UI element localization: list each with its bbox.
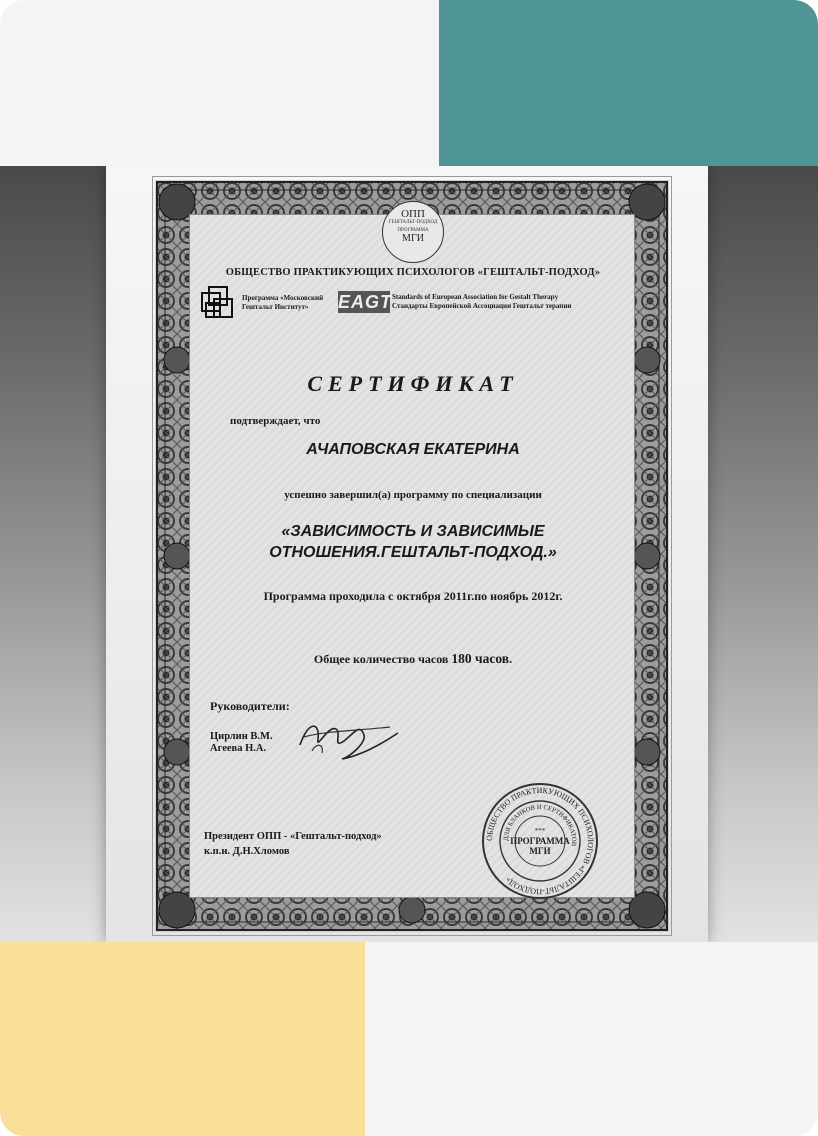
teal-decor-block <box>439 0 818 166</box>
organization-stamp <box>480 781 600 901</box>
president-line-2: к.п.н. Д.Н.Хломов <box>204 846 290 857</box>
squares-logo-icon <box>200 285 238 323</box>
stamp-stars: *** <box>534 827 546 835</box>
program-institute <box>242 294 323 312</box>
program-name-line-1: «ЗАВИСИМОСТЬ И ЗАВИСИМЫЕ <box>281 523 545 540</box>
hours-label: Общее количество часов <box>313 652 449 666</box>
leaders-label: Руководители: <box>210 699 290 713</box>
picture-frame <box>106 166 708 942</box>
confirms-text: подтверждает, что <box>230 415 321 427</box>
certificate-photo <box>0 166 818 942</box>
program-name <box>190 521 636 563</box>
stamp-center-1: ПРОГРАММА <box>510 836 570 846</box>
certificate-paper <box>155 180 669 932</box>
standards-line-1: Standards of European Association for Gestalt Therapy <box>392 293 559 301</box>
opp-mgi-logo <box>382 201 444 263</box>
leaders-names <box>210 731 273 755</box>
president-line-1: Президент ОПП - «Гештальт-подход» <box>204 831 382 842</box>
eagt-logo: EAGT <box>338 292 393 312</box>
hours-value: 180 часов <box>451 651 510 666</box>
certificate-title: СЕРТИФИКАТ <box>307 371 519 396</box>
program-dates: Программа проходила с октября 2011г.по ноябрь 2012г. <box>263 589 563 603</box>
logo-sub2: ПРОГРАММА <box>397 228 429 233</box>
signature-image <box>294 715 404 765</box>
leader-1: Цирлин В.М. <box>210 731 273 742</box>
logo-abbr: ОПП <box>401 208 425 220</box>
logo-name: МГИ <box>402 233 424 244</box>
stamp-inner-text: ДЛЯ БЛАНКОВ И СЕРТИФИКАТОВ <box>502 803 578 847</box>
standards-line-2: Стандарты Европейской Ассоциации Гештальт терапии <box>392 302 572 310</box>
leader-2: Агеева Н.А. <box>210 743 267 754</box>
program-line-1: Программа «Московский <box>242 294 324 302</box>
program-name-line-2: ОТНОШЕНИЯ.ГЕШТАЛЬТ-ПОДХОД.» <box>269 544 557 561</box>
stamp-outer-text: ОБЩЕСТВО ПРАКТИКУЮЩИХ ПСИХОЛОГОВ «ГЕШТАЛЬТ-ПОДХОД» <box>484 785 596 897</box>
organization-name: ОБЩЕСТВО ПРАКТИКУЮЩИХ ПСИХОЛОГОВ «ГЕШТАЛЬТ-ПОДХОД» <box>225 267 601 278</box>
yellow-decor-block <box>0 942 365 1136</box>
president-signature-block <box>204 829 382 859</box>
completed-text: успешно завершил(а) программу по специализации <box>284 489 542 501</box>
certificate-body <box>189 208 635 898</box>
stamp-center-2: МГИ <box>529 846 551 856</box>
eagt-standards <box>392 293 571 311</box>
recipient-name: АЧАПОВСКАЯ ЕКАТЕРИНА <box>306 441 520 458</box>
program-line-2: Гештальт Институт» <box>242 303 309 311</box>
hours-end: . <box>509 652 513 666</box>
total-hours <box>190 651 636 667</box>
logo-sub1: ГЕШТАЛЬТ-ПОДХОД <box>388 220 438 225</box>
